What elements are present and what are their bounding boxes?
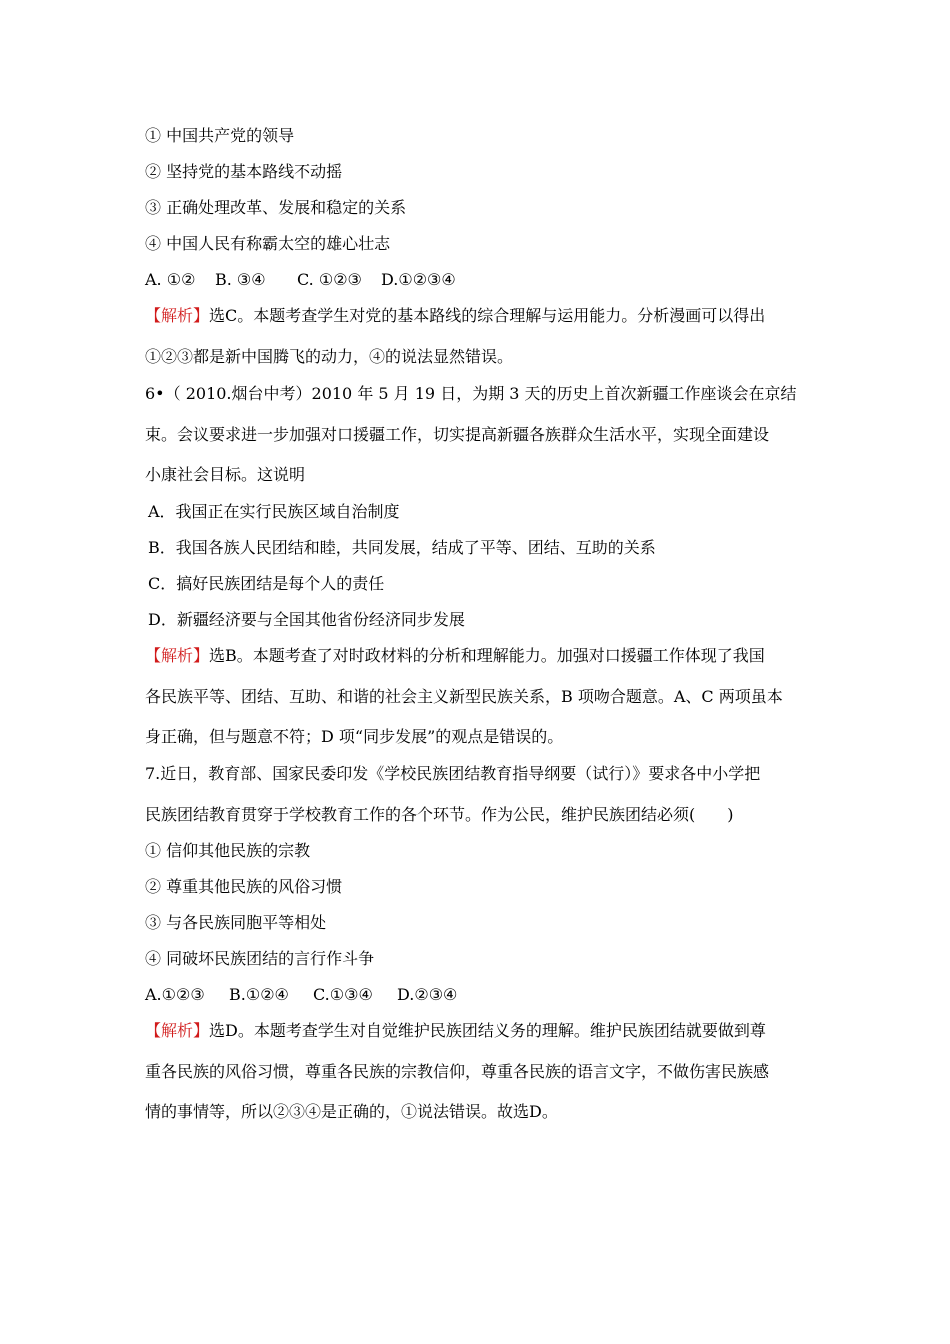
q7-option-d: D.②③④ [397,985,458,1004]
q6-option-a: A．我国正在实行民族区域自治制度 [148,502,400,521]
q7-analysis-text-1: 选D。本题考查学生对自觉维护民族团结义务的理解。维护民族团结就要做到尊 [209,1021,766,1040]
q6-option-d: D．新疆经济要与全国其他省份经济同步发展 [148,610,465,629]
q5-analysis-line-2: ①②③都是新中国腾飞的动力，④的说法显然错误。 [145,347,514,366]
q7-analysis-line-3: 情的事情等，所以②③④是正确的，①说法错误。故选D。 [145,1102,558,1121]
q6-option-b: B．我国各族人民团结和睦，共同发展，结成了平等、团结、互助的关系 [148,538,656,557]
q5-option-b: B. ③④ [215,270,266,289]
q7-analysis-line-1 [145,1021,766,1041]
q5-analysis-line-1 [145,306,765,326]
q5-analysis-text-1: 选C。本题考查学生对党的基本路线的综合理解与运用能力。分析漫画可以得出 [209,306,766,325]
q7-item-4: ④ 同破坏民族团结的言行作斗争 [145,949,375,968]
q7-item-2: ② 尊重其他民族的风俗习惯 [145,877,343,896]
analysis-tag: 【解析】 [145,306,210,325]
q7-analysis-line-2: 重各民族的风俗习惯，尊重各民族的宗教信仰，尊重各民族的语言文字，不做伤害民族感 [145,1062,770,1081]
q7-option-c: C.①③④ [313,985,373,1004]
q7-option-a: A.①②③ [145,985,205,1004]
q6-analysis-line-3: 身正确，但与题意不符；D 项“同步发展”的观点是错误的。 [145,727,564,746]
q7-item-3: ③ 与各民族同胞平等相处 [145,913,327,932]
analysis-tag: 【解析】 [145,1021,210,1040]
q5-item-1: ① 中国共产党的领导 [145,126,295,145]
q7-option-b: B.①②④ [229,985,289,1004]
q5-item-2: ② 坚持党的基本路线不动摇 [145,162,343,181]
q5-option-c: C. ①②③ [297,270,362,289]
q6-analysis-text-1: 选B。本题考查了对时政材料的分析和理解能力。加强对口援疆工作体现了我国 [209,646,765,665]
q5-item-4: ④ 中国人民有称霸太空的雄心壮志 [145,234,391,253]
q5-item-3: ③ 正确处理改革、发展和稳定的关系 [145,198,407,217]
q7-item-1: ① 信仰其他民族的宗教 [145,841,311,860]
q5-option-a: A. ①② [145,270,196,289]
q7-options [145,985,457,1005]
q5-options [145,270,456,290]
q6-analysis-line-2: 各民族平等、团结、互助、和谐的社会主义新型民族关系，B 项吻合题意。A、C 两项虽本 [145,687,783,706]
q5-option-d: D.①②③④ [381,270,456,289]
q6-stem-line-2: 束。会议要求进一步加强对口援疆工作，切实提高新疆各族群众生活水平，实现全面建设 [145,425,770,444]
q6-stem-line-1: 6•（ 2010.烟台中考）2010 年 5 月 19 日，为期 3 天的历史上首次新疆工作座谈会在京结 [145,384,797,403]
q6-option-c: C．搞好民族团结是每个人的责任 [148,574,385,593]
q6-stem-line-3: 小康社会目标。这说明 [145,465,306,484]
q7-stem-line-1: 7.近日，教育部、国家民委印发《学校民族团结教育指导纲要（试行）》要求各中小学把 [145,764,761,783]
q6-analysis-line-1 [145,646,765,666]
q7-stem-line-2: 民族团结教育贯穿于学校教育工作的各个环节。作为公民，维护民族团结必须( ) [145,805,734,824]
analysis-tag: 【解析】 [145,646,210,665]
